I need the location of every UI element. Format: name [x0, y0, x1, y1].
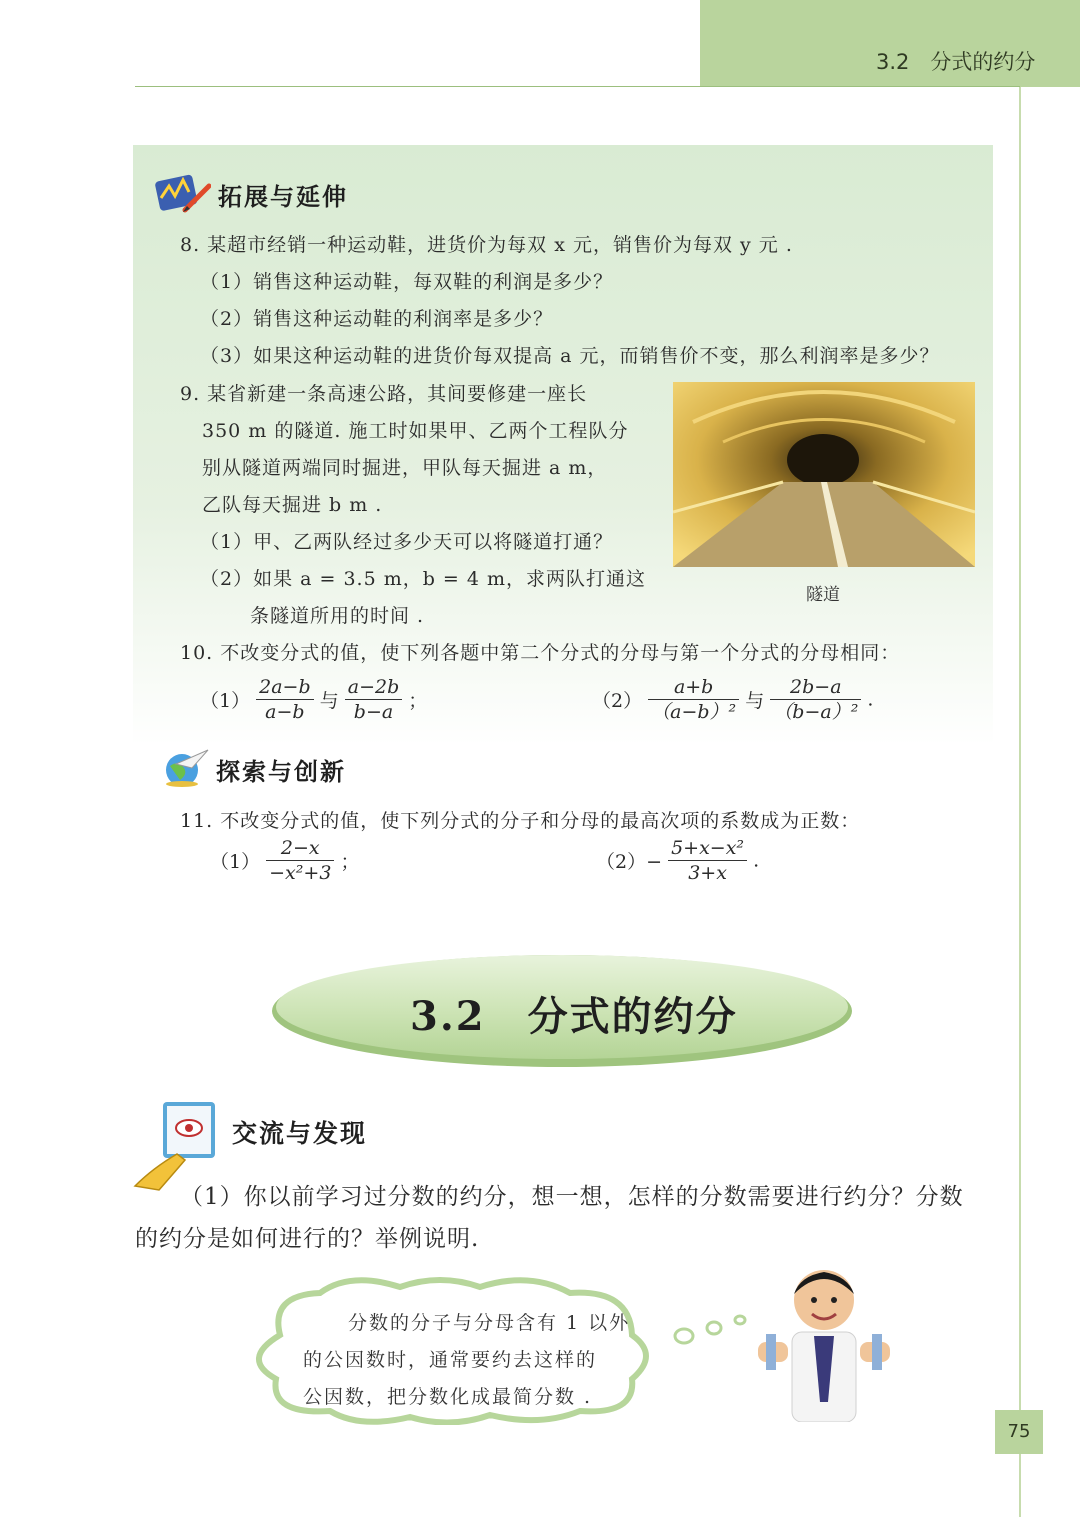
q11-p2-label: （2）−	[596, 851, 663, 873]
question-10-part-1	[200, 675, 427, 724]
q10-p2-label: （2）	[592, 690, 643, 712]
header-rule	[135, 86, 1020, 87]
cloud-text-line-2: 的公因数时，通常要约去这样的	[303, 1349, 598, 1371]
question-11-part-2	[596, 836, 759, 885]
fraction-numerator: 2−x	[266, 836, 334, 861]
question-9-part-1: （1）甲、乙两队经过多少天可以将隧道打通？	[200, 531, 614, 553]
cloud-text-line-1: 分数的分子与分母含有 1 以外	[348, 1312, 631, 1334]
q10-p2-end: .	[867, 688, 874, 711]
q10-p2-and: 与	[745, 690, 765, 712]
section-heading: 3.2 分式的约分	[410, 993, 738, 1040]
q10-p1-fraction-2	[345, 675, 403, 724]
q10-p1-fraction-1	[256, 675, 314, 724]
fraction-numerator: 5+x−x²	[668, 836, 747, 861]
discover-title: 交流与发现	[232, 1119, 368, 1148]
fraction-denominator: a−b	[265, 701, 305, 723]
fraction-denominator: b−a	[353, 701, 394, 723]
question-9-line-3: 别从隧道两端同时掘进，甲队每天掘进 a m，	[202, 457, 608, 479]
page-number: 75	[995, 1410, 1043, 1454]
tunnel-caption: 隧道	[806, 585, 840, 605]
question-9-part-2: （2）如果 a = 3.5 m，b = 4 m，求两队打通这	[200, 568, 647, 590]
fraction-denominator: 3+x	[688, 862, 727, 884]
question-9-line-1: 9. 某省新建一条高速公路，其间要修建一座长	[180, 383, 588, 405]
fraction-numerator: 2b−a	[770, 675, 861, 700]
margin-rule	[1019, 87, 1021, 1517]
pen-chart-icon	[155, 172, 211, 216]
q11-p2-fraction	[668, 836, 747, 885]
question-9-line-2: 350 m 的隧道. 施工时如果甲、乙两个工程队分	[202, 420, 629, 442]
q11-p1-fraction	[266, 836, 334, 885]
fraction-numerator: 2a−b	[256, 675, 314, 700]
question-8-stem: 8. 某超市经销一种运动鞋，进货价为每双 x 元，销售价为每双 y 元 .	[180, 234, 793, 256]
cloud-text-line-3: 公因数，把分数化成最简分数 .	[303, 1386, 593, 1408]
question-10-stem: 10. 不改变分式的值，使下列各题中第二个分式的分母与第一个分式的分母相同：	[180, 642, 901, 664]
q10-p1-end: ；	[408, 690, 428, 712]
question-8-part-3: （3）如果这种运动鞋的进货价每双提高 a 元，而销售价不变，那么利润率是多少？	[200, 345, 940, 367]
q11-p1-end: ；	[340, 851, 360, 873]
q11-p2-end: .	[753, 849, 760, 872]
fraction-numerator: a+b	[648, 675, 739, 700]
discover-paragraph-line-2: 的约分是如何进行的？举例说明.	[135, 1226, 480, 1252]
fraction-denominator: （a−b）²	[651, 701, 737, 723]
q11-p1-label: （1）	[210, 851, 261, 873]
question-8-part-2: （2）销售这种运动鞋的利润率是多少？	[200, 308, 554, 330]
q10-p2-fraction-2	[770, 675, 861, 724]
q10-p1-and: 与	[319, 690, 339, 712]
explore-title: 探索与创新	[216, 757, 346, 786]
q10-p2-fraction-1	[648, 675, 739, 724]
question-11-stem: 11. 不改变分式的值，使下列分式的分子和分母的最高次项的系数成为正数：	[180, 810, 861, 832]
q10-p1-label: （1）	[200, 690, 251, 712]
question-10-part-2	[592, 675, 873, 724]
tunnel-photo	[673, 382, 975, 567]
globe-paper-plane-icon	[158, 746, 210, 788]
running-header: 3.2 分式的约分	[876, 50, 1036, 74]
fraction-denominator: （b−a）²	[773, 701, 859, 723]
extension-title: 拓展与延伸	[218, 182, 348, 211]
student-illustration	[752, 1262, 892, 1422]
thought-bubbles	[672, 1310, 752, 1346]
discover-paragraph-line-1: （1）你以前学习过分数的约分，想一想，怎样的分数需要进行约分？分数	[180, 1184, 964, 1210]
fraction-numerator: a−2b	[345, 675, 403, 700]
question-9-part-2-cont: 条隧道所用的时间 .	[250, 605, 425, 627]
question-8-part-1: （1）销售这种运动鞋，每双鞋的利润是多少？	[200, 271, 614, 293]
question-11-part-1	[210, 836, 359, 885]
question-9-line-4: 乙队每天掘进 b m .	[202, 494, 383, 516]
fraction-denominator: −x²+3	[269, 862, 332, 884]
